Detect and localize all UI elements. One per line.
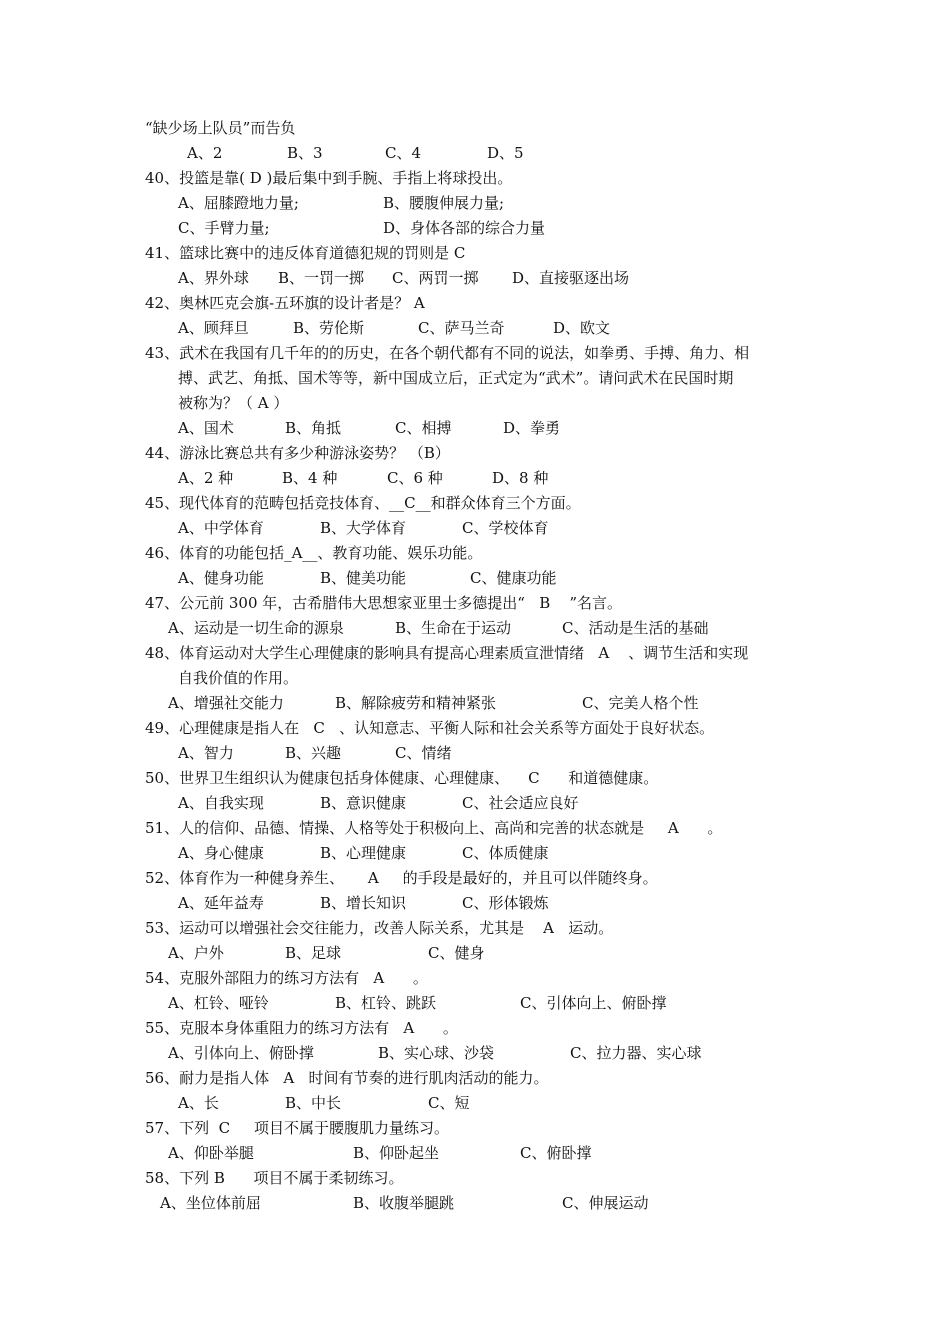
option-text: A、智力 (178, 744, 234, 762)
option-text: C、学校体育 (462, 519, 549, 537)
option-text: B、收腹举腿跳 (353, 1194, 455, 1212)
option-text: B、足球 (285, 944, 342, 962)
option-text: B、一罚一掷 (278, 269, 365, 287)
option-text: D、8 种 (492, 469, 549, 487)
question-text: 53、运动可以增强社会交往能力，改善人际关系，尤其是 A 运动。 (145, 919, 614, 937)
question-text: 43、武术在我国有几千年的的历史，在各个朝代都有不同的说法，如拳勇、手搏、角力、相 (145, 344, 750, 362)
option-text: C、形体锻炼 (462, 894, 549, 912)
question-text: 被称为？（ A ） (178, 394, 289, 412)
option-text: C、4 (385, 144, 422, 162)
option-text: A、自我实现 (178, 794, 264, 812)
option-text: B、生命在于运动 (395, 619, 512, 637)
question-text: 47、公元前 300 年，古希腊伟大思想家亚里士多德提出“ B ”名言。 (145, 594, 622, 612)
question-text: 48、体育运动对大学生心理健康的影响具有提高心理素质宣泄情绪 A 、调节生活和实现 (145, 644, 749, 662)
option-text: B、腰腹伸展力量; (383, 194, 505, 212)
question-text: 52、体育作为一种健身养生、 A 的手段是最好的，并且可以伴随终身。 (145, 869, 658, 887)
option-text: D、身体各部的综合力量 (383, 219, 546, 237)
option-text: B、中长 (285, 1094, 342, 1112)
question-text: 49、心理健康是指人在 C 、认知意志、平衡人际和社会关系等方面处于良好状态。 (145, 719, 715, 737)
option-text: B、仰卧起坐 (353, 1144, 440, 1162)
option-text: C、短 (428, 1094, 470, 1112)
option-text: A、长 (178, 1094, 219, 1112)
option-text: C、体质健康 (462, 844, 549, 862)
option-text: D、5 (487, 144, 524, 162)
option-text: C、健康功能 (470, 569, 557, 587)
question-text: 41、篮球比赛中的违反体育道德犯规的罚则是 C (145, 244, 466, 262)
option-text: B、实心球、沙袋 (378, 1044, 495, 1062)
option-text: A、坐位体前屈 (160, 1194, 261, 1212)
question-text: 50、世界卫生组织认为健康包括身体健康、心理健康、 C 和道德健康。 (145, 769, 659, 787)
option-text: C、引体向上、俯卧撑 (520, 994, 667, 1012)
option-text: C、萨马兰奇 (418, 319, 505, 337)
question-text: 44、游泳比赛总共有多少种游泳姿势？ （B） (145, 444, 450, 462)
option-text: B、解除疲劳和精神紧张 (335, 694, 497, 712)
option-text: C、俯卧撑 (520, 1144, 592, 1162)
option-text: C、健身 (428, 944, 485, 962)
question-text: 46、体育的功能包括_A__、教育功能、娱乐功能。 (145, 544, 483, 562)
question-text: 42、奥林匹克会旗-五环旗的设计者是？ A (145, 294, 425, 312)
option-text: A、身心健康 (178, 844, 264, 862)
option-text: B、杠铃、跳跃 (335, 994, 437, 1012)
option-text: C、手臂力量; (178, 219, 270, 237)
option-text: B、意识健康 (320, 794, 407, 812)
option-text: B、兴趣 (285, 744, 342, 762)
question-text: 自我价值的作用。 (178, 669, 299, 687)
question-text: 58、下列 B 项目不属于柔韧练习。 (145, 1169, 404, 1187)
option-text: B、角抵 (285, 419, 342, 437)
option-text: A、2 (187, 144, 223, 162)
option-text: A、运动是一切生命的源泉 (168, 619, 344, 637)
option-text: A、健身功能 (178, 569, 264, 587)
question-text: 54、克服外部阻力的练习方法有 A 。 (145, 969, 428, 987)
option-text: C、拉力器、实心球 (570, 1044, 702, 1062)
option-text: A、仰卧举腿 (168, 1144, 254, 1162)
question-text: 搏、武艺、角抵、国术等等，新中国成立后，正式定为“武术”。请问武术在民国时期 (178, 369, 734, 387)
option-text: A、2 种 (178, 469, 234, 487)
option-text: D、拳勇 (503, 419, 561, 437)
option-text: A、顾拜旦 (178, 319, 249, 337)
option-text: C、6 种 (387, 469, 443, 487)
option-text: C、伸展运动 (562, 1194, 649, 1212)
option-text: B、健美功能 (320, 569, 407, 587)
option-text: B、4 种 (282, 469, 338, 487)
option-text: D、直接驱逐出场 (512, 269, 630, 287)
question-text: 57、下列 C 项目不属于腰腹肌力量练习。 (145, 1119, 449, 1137)
option-text: A、界外球 (178, 269, 249, 287)
option-text: A、国术 (178, 419, 234, 437)
question-text: 55、克服本身体重阻力的练习方法有 A 。 (145, 1019, 458, 1037)
option-text: B、心理健康 (320, 844, 407, 862)
option-text: B、增长知识 (320, 894, 407, 912)
option-text: B、3 (287, 144, 323, 162)
question-text: 56、耐力是指人体 A 时间有节奏的进行肌肉活动的能力。 (145, 1069, 549, 1087)
option-text: B、大学体育 (320, 519, 407, 537)
question-text: “缺少场上队员”而告负 (145, 119, 296, 137)
question-text: 40、投篮是靠( D )最后集中到手腕、手指上将球投出。 (145, 169, 513, 187)
option-text: B、劳伦斯 (293, 319, 365, 337)
option-text: A、延年益寿 (178, 894, 264, 912)
option-text: C、情绪 (395, 744, 452, 762)
option-text: A、杠铃、哑铃 (168, 994, 269, 1012)
question-text: 51、人的信仰、品德、情操、人格等处于积极向上、高尚和完善的状态就是 A 。 (145, 819, 723, 837)
option-text: A、增强社交能力 (168, 694, 284, 712)
option-text: A、户外 (168, 944, 224, 962)
option-text: C、完美人格个性 (582, 694, 699, 712)
option-text: D、欧文 (553, 319, 611, 337)
option-text: A、屈膝蹬地力量; (178, 194, 299, 212)
option-text: A、中学体育 (178, 519, 264, 537)
option-text: A、引体向上、俯卧撑 (168, 1044, 314, 1062)
option-text: C、社会适应良好 (462, 794, 579, 812)
option-text: C、相搏 (395, 419, 452, 437)
question-text: 45、现代体育的范畴包括竞技体育、__C__和群众体育三个方面。 (145, 494, 581, 512)
option-text: C、两罚一掷 (392, 269, 479, 287)
option-text: C、活动是生活的基础 (562, 619, 709, 637)
